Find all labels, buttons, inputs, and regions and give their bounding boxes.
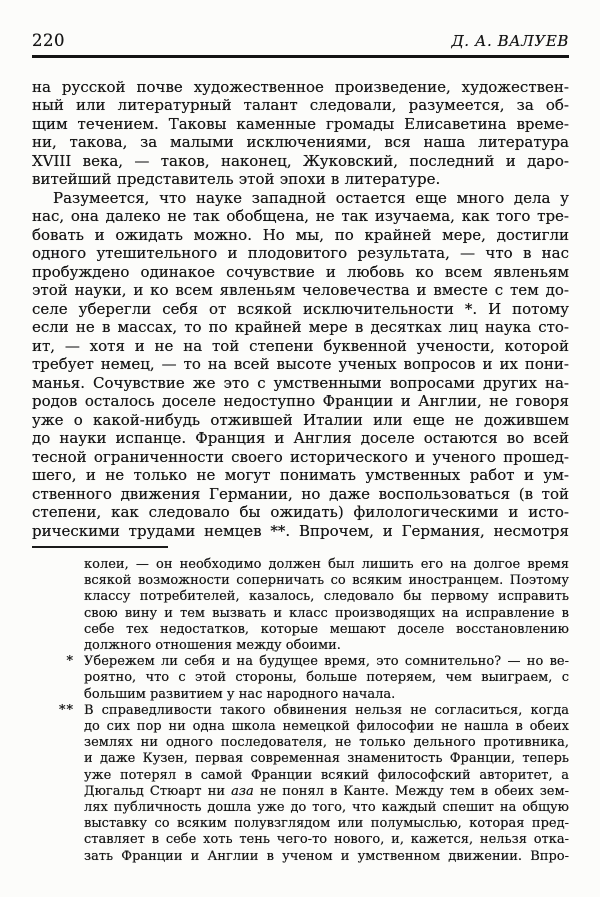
text-line: должного отношения между обоими. [84,637,341,653]
text-line: свою вину и тем вызвать и класс производящих на исправление в [84,605,569,621]
text-line: щим течением. Таковы каменные громады Елисаветина време- [32,114,569,133]
header-rule [32,55,569,58]
page-number: 220 [32,31,65,50]
footnote-separator-rule [32,546,168,548]
text-line: себе тех недостатков, которые мешают доселе восстановлению [84,621,569,637]
text-line: ставляет в себе хоть тень чего-то нового, и, кажется, нельзя отка- [84,832,569,848]
text-line: до сих пор ни одна школа немецкой философии не нашла в обеих [84,718,569,734]
footnote-double-star-text [84,703,569,865]
text-line: XVIII века, — таков, наконец, Жуковский, последний и даро- [32,151,569,170]
footnote-double-star [32,703,569,865]
text-line: лях публичность дошла уже до того, что каждый спешит на общую [84,799,569,815]
text-line: до науки испанце. Франция и Англия доселе остаются во всей [32,429,569,448]
text-line: и даже Кузен, первая современная знаменитость Франции, теперь [84,751,569,767]
text-line: шего, и не только не могут понимать умственных работ и ум- [32,466,569,485]
text-line: ни, такова, за малыми исключениями, вся наша литература [32,133,569,152]
text-line [84,784,569,800]
page-header [32,31,569,52]
text-line: витейший представитель этой эпохи в литературе. [32,170,441,189]
text-line: зать Франции и Англии в ученом и умственном движении. Впро- [84,848,569,864]
text-line: этой науки, и ко всем явленьям человечества и вместе с тем до- [32,281,569,300]
text-line: ный или литературный талант следовали, разумеется, за об- [32,96,569,115]
text-line: родов осталось доселе недоступно Франции и Англии, не говоря [32,392,569,411]
footnote-marker-double-star: ** [59,702,74,718]
main-text-block [32,78,569,541]
text-segment: не понял в Канте. Между тем в обеих зем- [253,783,569,799]
text-line: Убережем ли себя и на будущее время, это сомнительно? — но ве- [84,654,569,670]
text-line: уже о какой-нибудь отжившей Италии или еще не дожившем [32,410,569,429]
paragraph-continuation [32,78,569,189]
text-line: требует немец, — то на всей высоте ученых вопросов и их пони- [32,355,569,374]
paragraph-second [32,189,569,541]
text-line: В справедливости такого обвинения нельзя не согласиться, когда [84,702,569,718]
text-line: ственного движения Германии, но даже воспользоваться (в той [32,484,569,503]
text-line: рическими трудами немцев **. Впрочем, и Германия, несмотря [32,521,569,540]
text-line: если не в массах, то по крайней мере в десятках лиц наука сто- [32,318,569,337]
text-line: одного утешительного и плодовитого результата, — что в нас [32,244,569,263]
text-line: степени, как следовало бы ожидать) филологическими и исто- [32,503,569,522]
italic-text: аза [231,783,254,799]
footnote-continuation-text [84,557,569,654]
text-line: землях ни одного последователя, не только дельного противника, [84,735,569,751]
text-line: манья. Сочувствие же это с умственными вопросами других на- [32,373,569,392]
text-line: уже потерял в самой Франции всякий философский авторитет, а [84,767,569,783]
text-line: нас, она далеко не так обобщена, не так изучаема, как того тре- [32,207,569,226]
footnote-marker-empty [32,557,84,654]
footnote-continuation [32,557,569,654]
footnote-marker-star: * [66,654,74,670]
text-line: на русской почве художественное произведение, художествен- [32,77,569,96]
text-line: пробуждено одинакое сочувствие и любовь ко всем явленьям [32,262,569,281]
footnote-star-text [84,654,569,703]
footnotes-block [32,557,569,865]
text-line: тесной ограниченности своего исторического и ученого прошед- [32,447,569,466]
text-segment: Дюгальд Стюарт ни [84,783,232,799]
text-line: классу потребителей, казалось, следовало бы первому исправить [84,589,569,605]
text-line: большим развитием у нас народного начала. [84,686,396,702]
text-line: всякой возможности соперничать со всяким иностранцем. Поэтому [84,573,569,589]
text-line: роятно, что с этой стороны, больше потеряем, чем выиграем, с [84,670,569,686]
text-line: выставку со всяким полувзглядом или полумыслью, которая пред- [84,816,569,832]
running-head-author: Д. А. ВАЛУЕВ [451,32,569,50]
text-line: бовать и ожидать можно. Но мы, по крайней мере, достигли [32,225,569,244]
text-line: селе уберегли себя от всякой исключительности *. И потому [32,299,569,318]
text-line: колеи, — он необходимо должен был лишить его на долгое время [84,556,569,572]
footnote-star [32,654,569,703]
text-line: ит, — хотя и не на той степени буквенной учености, которой [32,336,569,355]
text-line: Разумеется, что науке западной остается еще много дела у [53,188,569,207]
